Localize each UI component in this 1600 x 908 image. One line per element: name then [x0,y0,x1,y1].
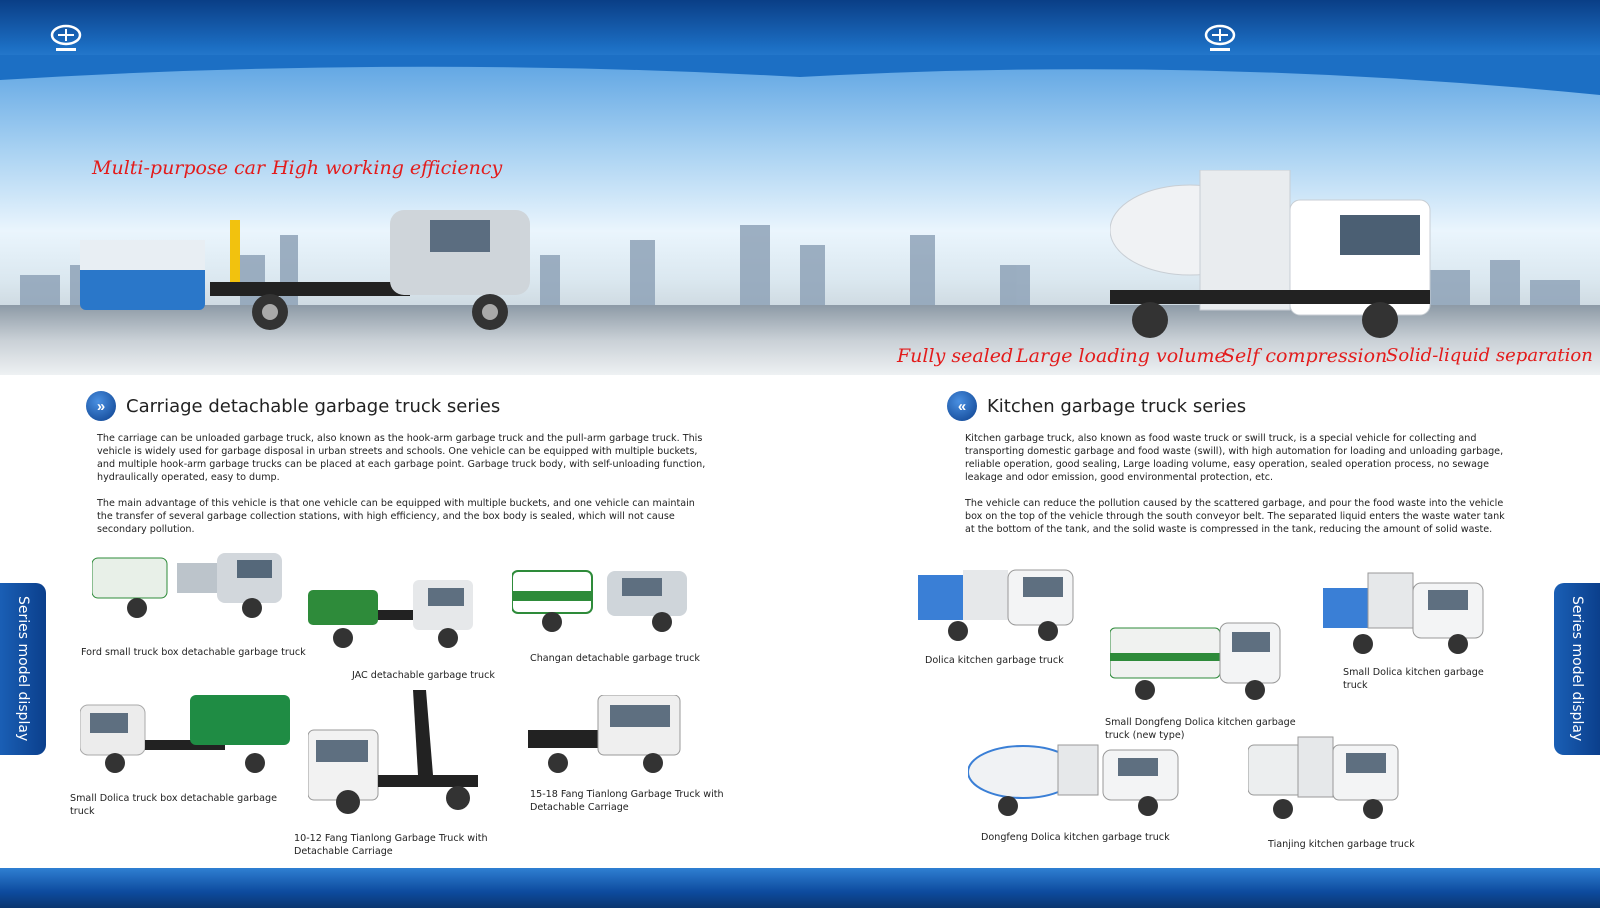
truck-image [968,740,1183,818]
double-chevron-right-icon: » [86,391,116,421]
truck-image [512,566,692,634]
caption-ford-detachable: Ford small truck box detachable garbage truck [81,647,306,658]
caption-small-dolica-kitchen: Small Dolica kitchen garbage truck [1343,667,1484,691]
side-tab-label: Series model display [1569,596,1585,742]
caption-jac-detachable: JAC detachable garbage truck [352,670,495,681]
kitchen-truck-image [1110,170,1440,340]
left-paragraph-1: The carriage can be unloaded garbage truck, also known as the hook-arm garbage truck and the pull-arm garbage truck. This vehicle is widely used for garbage disposal in urban streets and schools. One vehicle can be equipped with multiple buckets, and multiple hook-arm garbage trucks can be placed at each garbage point. Garbage truck body, with self-unloading function, hydraulically operated, easy to dump. [97,433,706,483]
truck-image [308,690,483,815]
caption-changan-detachable: Changan detachable garbage truck [530,653,700,664]
truck-image [918,565,1078,643]
slogan-self-compression: Self compression [1222,345,1388,367]
right-section-title: Kitchen garbage truck series [987,395,1247,417]
footer-bar [0,868,1600,908]
truck-image [80,695,295,775]
caption-tianlong-10-12: 10-12 Fang Tianlong Garbage Truck with Detachable Carriage [294,833,488,857]
truck-image [308,580,478,650]
truck-image [1110,618,1285,703]
truck-image [1248,735,1403,823]
caption-small-dongfeng-dolica: Small Dongfeng Dolica kitchen garbage truck (new type) [1105,717,1296,741]
caption-dongfeng-dolica-kitchen: Dongfeng Dolica kitchen garbage truck [981,832,1170,843]
left-section-title: Carriage detachable garbage truck series [126,395,501,417]
caption-tianjing-kitchen: Tianjing kitchen garbage truck [1268,839,1415,850]
right-section-heading [947,391,1246,421]
caption-small-dolica-detachable: Small Dolica truck box detachable garbage truck [70,793,277,817]
caption-tianlong-15-18: 15-18 Fang Tianlong Garbage Truck with Detachable Carriage [530,789,724,813]
truck-image [528,695,683,775]
left-paragraph-2: The main advantage of this vehicle is that one vehicle can be equipped with multiple buckets, and one vehicle can maintain the transfer of several garbage collection stations, with high efficiency, and the box body is sealed, which will not cause secondary pollution. [97,498,695,535]
side-tab-label: Series model display [15,596,31,742]
left-section-heading [86,391,500,421]
brand-logo-icon [46,22,86,56]
caption-dolica-kitchen: Dolica kitchen garbage truck [925,655,1064,666]
double-chevron-left-icon: « [947,391,977,421]
slogan-solid-liquid: Solid-liquid separation [1386,345,1593,366]
side-tab-right [1554,583,1600,755]
right-paragraph-2: The vehicle can reduce the pollution caused by the scattered garbage, and pour the food waste into the vehicle box on the top of the vehicle through the south conveyor belt. The separated liquid enters the waste water tank at the bottom of the tank, and the solid waste is compressed in the tank, reducing the amount of solid waste. [965,498,1505,535]
slogan-multi-purpose: Multi-purpose car [92,157,266,179]
hero-banner [0,55,1600,375]
slogan-fully-sealed: Fully sealed [897,345,1014,367]
banner-wave-edge [0,55,1600,115]
slogan-high-efficiency: High working efficiency [272,157,503,179]
truck-image [92,548,287,620]
slogan-large-volume: Large loading volume [1016,345,1226,367]
right-paragraph-1: Kitchen garbage truck, also known as food waste truck or swill truck, is a special vehicle for collecting and transporting domestic garbage and food waste (swill), with high automation for loading and unloading garbage, reliable operation, good sealing, Large loading volume, easy operation, sealed operation process, no sewage leakage and odor emission, good environmental protection, etc. [965,433,1504,483]
brand-logo-icon [1200,22,1240,56]
hook-arm-truck-image [80,200,540,340]
side-tab-left [0,583,46,755]
truck-image [1323,568,1488,658]
